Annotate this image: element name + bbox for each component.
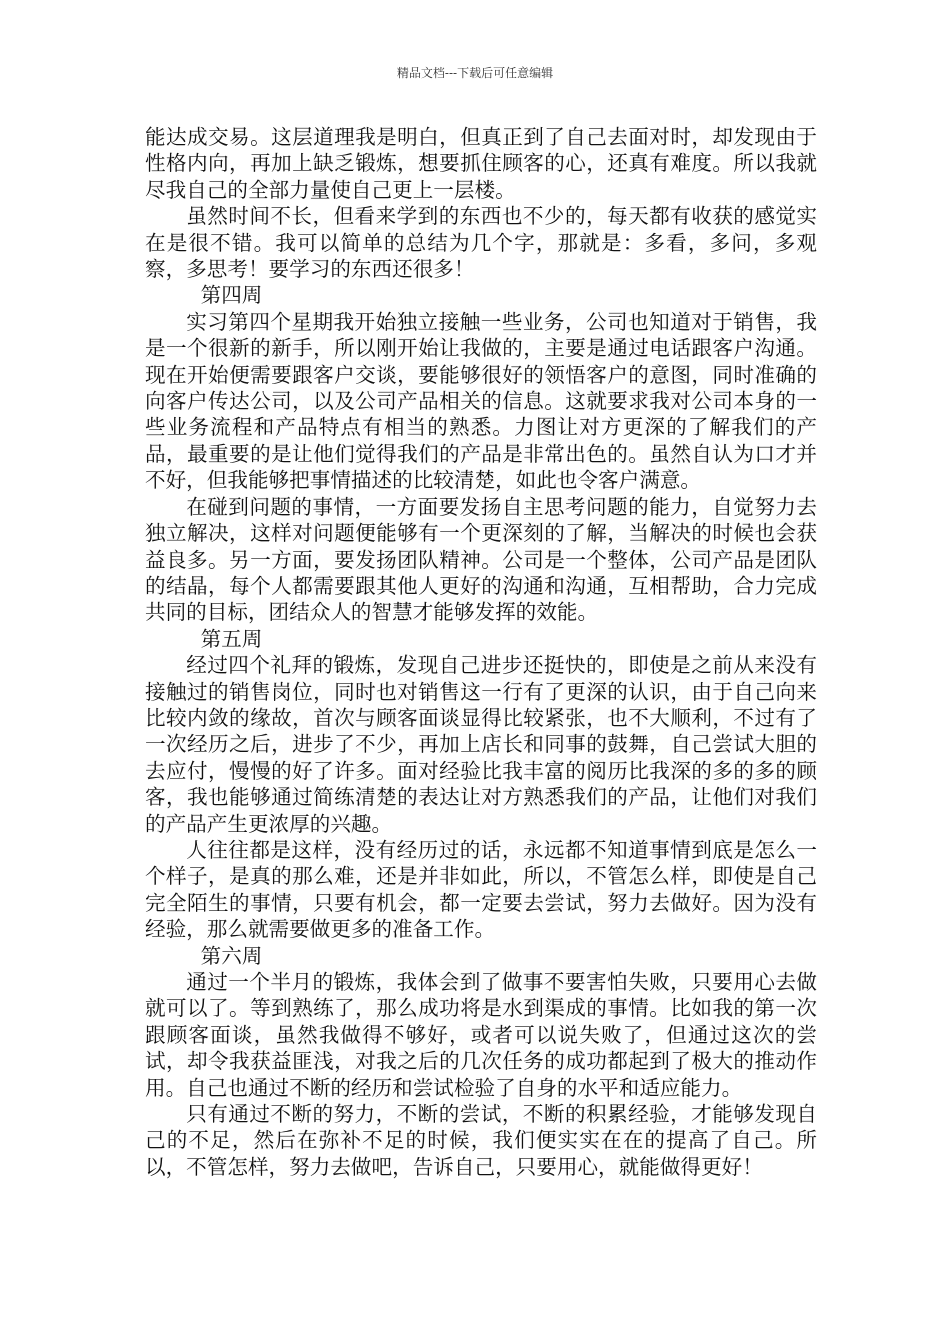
paragraph: 只有通过不断的努力，不断的尝试，不断的积累经验，才能够发现自己的不足，然后在弥补不足的时候，我们便实实在在的提高了自己。所以，不管怎样，努力去做吧，告诉自己，只要用心，就能做得更好！ — [145, 1102, 817, 1179]
section-heading-week5: 第五周 — [200, 626, 263, 651]
section-heading-week6: 第六周 — [200, 943, 263, 968]
section-heading-week4: 第四周 — [200, 283, 263, 308]
document-body — [145, 124, 817, 1180]
paragraph: 经过四个礼拜的锻炼，发现自己进步还挺快的，即使是之前从来没有接触过的销售岗位，同时也对销售这一行有了更深的认识，由于自己向来比较内敛的缘故，首次与顾客面谈显得比较紧张，也不大顺利，不过有了一次经历之后，进步了不少，再加上店长和同事的鼓舞，自己尝试大胆的去应付，慢慢的好了许多。面对经验比我丰富的阅历比我深的多的多的顾客，我也能够通过简练清楚的表达让对方熟悉我们的产品，让他们对我们的产品产生更浓厚的兴趣。 — [145, 653, 817, 836]
paragraph: 实习第四个星期我开始独立接触一些业务，公司也知道对于销售，我是一个很新的新手，所以刚开始让我做的，主要是通过电话跟客户沟通。现在开始便需要跟客户交谈，要能够很好的领悟客户的意图，同时准确的向客户传达公司，以及公司产品相关的信息。这就要求我对公司本身的一些业务流程和产品特点有相当的熟悉。力图让对方更深的了解我们的产品，最重要的是让他们觉得我们的产品是非常出色的。虽然自认为口才并不好，但我能够把事情描述的比较清楚，如此也令客户满意。 — [145, 309, 817, 493]
page-header: 精品文档---下载后可任意编辑 — [396, 66, 554, 80]
paragraph: 通过一个半月的锻炼，我体会到了做事不要害怕失败，只要用心去做就可以了。等到熟练了，那么成功将是水到渠成的事情。比如我的第一次跟顾客面谈，虽然我做得不够好，或者可以说失败了，但通过这次的尝试，却令我获益匪浅，对我之后的几次任务的成功都起到了极大的推动作用。自己也通过不断的经历和尝试检验了自身的水平和适应能力。 — [145, 970, 817, 1100]
paragraph: 能达成交易。这层道理我是明白，但真正到了自己去面对时，却发现由于性格内向，再加上缺乏锻炼，想要抓住顾客的心，还真有难度。所以我就尽我自己的全部力量使自己更上一层楼。 — [145, 125, 817, 202]
paragraph: 在碰到问题的事情，一方面要发扬自主思考问题的能力，自觉努力去独立解决，这样对问题便能够有一个更深刻的了解，当解决的时候也会获益良多。另一方面，要发扬团队精神。公司是一个整体，公司产品是团队的结晶，每个人都需要跟其他人更好的沟通和沟通，互相帮助，合力完成共同的目标，团结众人的智慧才能够发挥的效能。 — [145, 494, 817, 625]
paragraph: 虽然时间不长，但看来学到的东西也不少的，每天都有收获的感觉实在是很不错。我可以简单的总结为几个字，那就是：多看，多问，多观察，多思考！要学习的东西还很多！ — [145, 204, 817, 282]
paragraph: 人往往都是这样，没有经历过的话，永远都不知道事情到底是怎么一个样子，是真的那么难，还是并非如此，所以，不管怎么样，即使是自己完全陌生的事情，只要有机会，都一定要去尝试，努力去做好。因为没有经验，那么就需要做更多的准备工作。 — [145, 837, 817, 942]
